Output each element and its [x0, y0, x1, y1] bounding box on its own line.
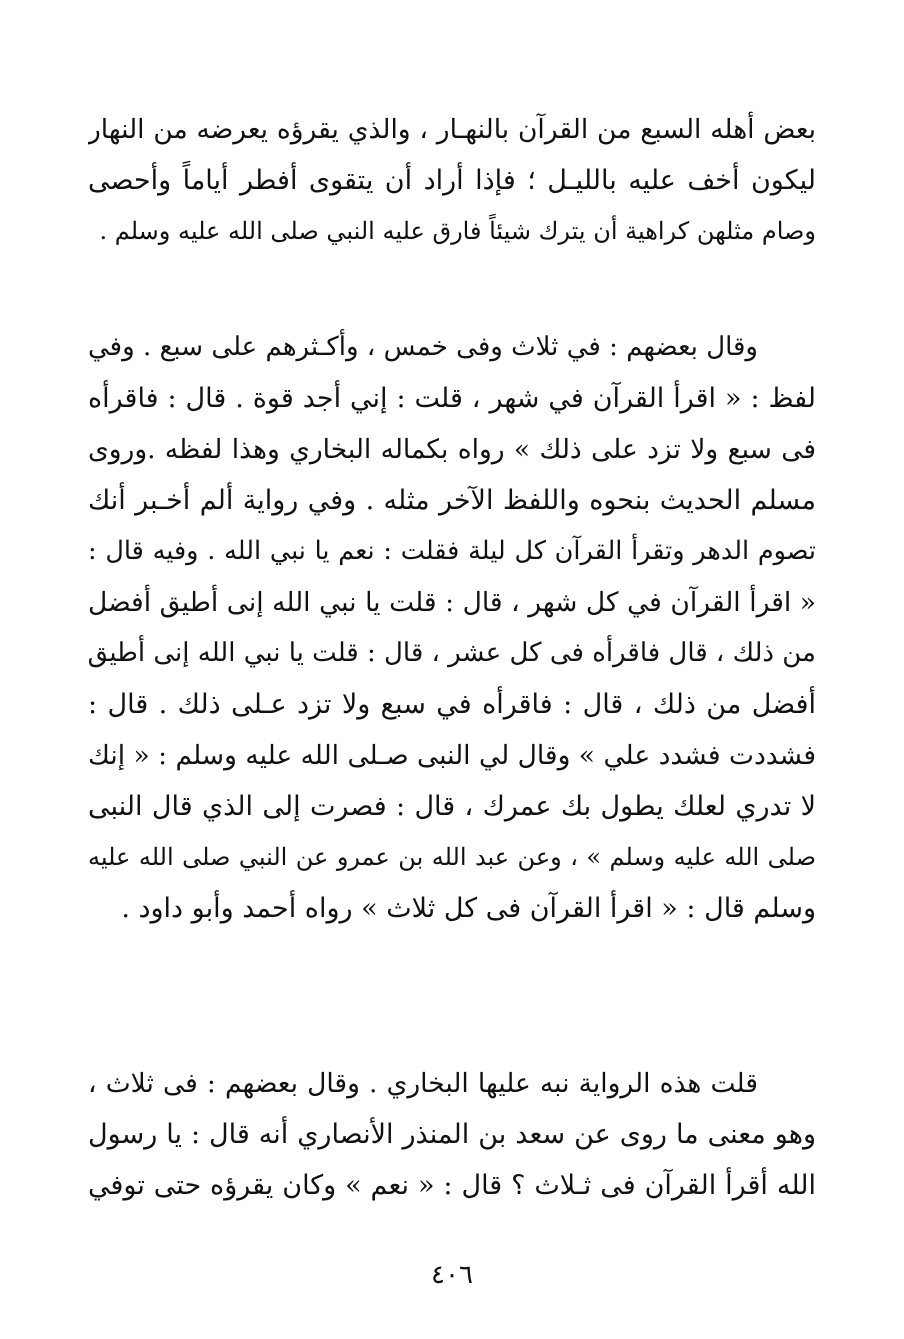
text-line: وسلم قال : « اقرأ القرآن فى كل ثلاث » رواه أحمد وأبو داود .: [121, 893, 816, 924]
text-line: وهو معنى ما روى عن سعد بن المنذر الأنصاري أنه قال : يا رسول: [88, 1119, 816, 1150]
paragraph-2: [88, 322, 816, 934]
text-line: لا تدري لعلك يطول بك عمرك ، قال : فصرت إلى الذي قال النبى: [88, 791, 816, 822]
text-line: لفظ : « اقرأ القرآن في شهر ، قلت : إني أجد قوة . قال : فاقرأه: [88, 383, 816, 414]
text-line: وصام مثلهن كراهية أن يترك شيئاً فارق عليه النبي صلى الله عليه وسلم .: [99, 217, 816, 245]
paragraph-3: [88, 1058, 816, 1211]
text-line: تصوم الدهر وتقرأ القرآن كل ليلة فقلت : نعم يا نبي الله . وفيه قال :: [88, 536, 816, 566]
text-line: أفضل من ذلك ، قال : فاقرأه في سبع ولا تزد عـلى ذلك . قال :: [88, 689, 816, 720]
text-line: وقال بعضهم : في ثلاث وفى خمس ، وأكـثرهم على سبع . وفي: [88, 332, 758, 362]
paragraph-1: [88, 104, 816, 257]
text-line: فى سبع ولا تزد على ذلك » رواه بكماله البخاري وهذا لفظه .وروى: [88, 434, 816, 465]
text-line: الله أقرأ القرآن فى ثـلاث ؟ قال : « نعم » وكان يقرؤه حتى توفي: [88, 1170, 816, 1201]
text-line: ليكون أخف عليه بالليـل ؛ فإذا أراد أن يتقوى أفطر أياماً وأحصى: [88, 165, 816, 196]
text-line: قلت هذه الرواية نبه عليها البخاري . وقال بعضهم : فى ثلاث ،: [88, 1068, 758, 1099]
page-number: ٤٠٦: [431, 1260, 473, 1290]
text-line: من ذلك ، قال فاقرأه فى كل عشر ، قال : قلت يا نبي الله إنى أطيق: [88, 638, 816, 668]
text-line: مسلم الحديث بنحوه واللفظ الآخر مثله . وفي رواية ألم أخـبر أنك: [88, 485, 816, 516]
text-line: « اقرأ القرآن في كل شهر ، قال : قلت يا نبي الله إنى أطيق أفضل: [88, 587, 816, 618]
text-line: صلى الله عليه وسلم » ، وعن عبد الله بن عمرو عن النبي صلى الله عليه: [88, 843, 816, 871]
text-line: بعض أهله السبع من القرآن بالنهـار ، والذي يقرؤه يعرضه من النهار: [88, 114, 816, 145]
text-line: فشددت فشدد علي » وقال لي النبى صـلى الله عليه وسلم : « إنك: [88, 740, 816, 771]
